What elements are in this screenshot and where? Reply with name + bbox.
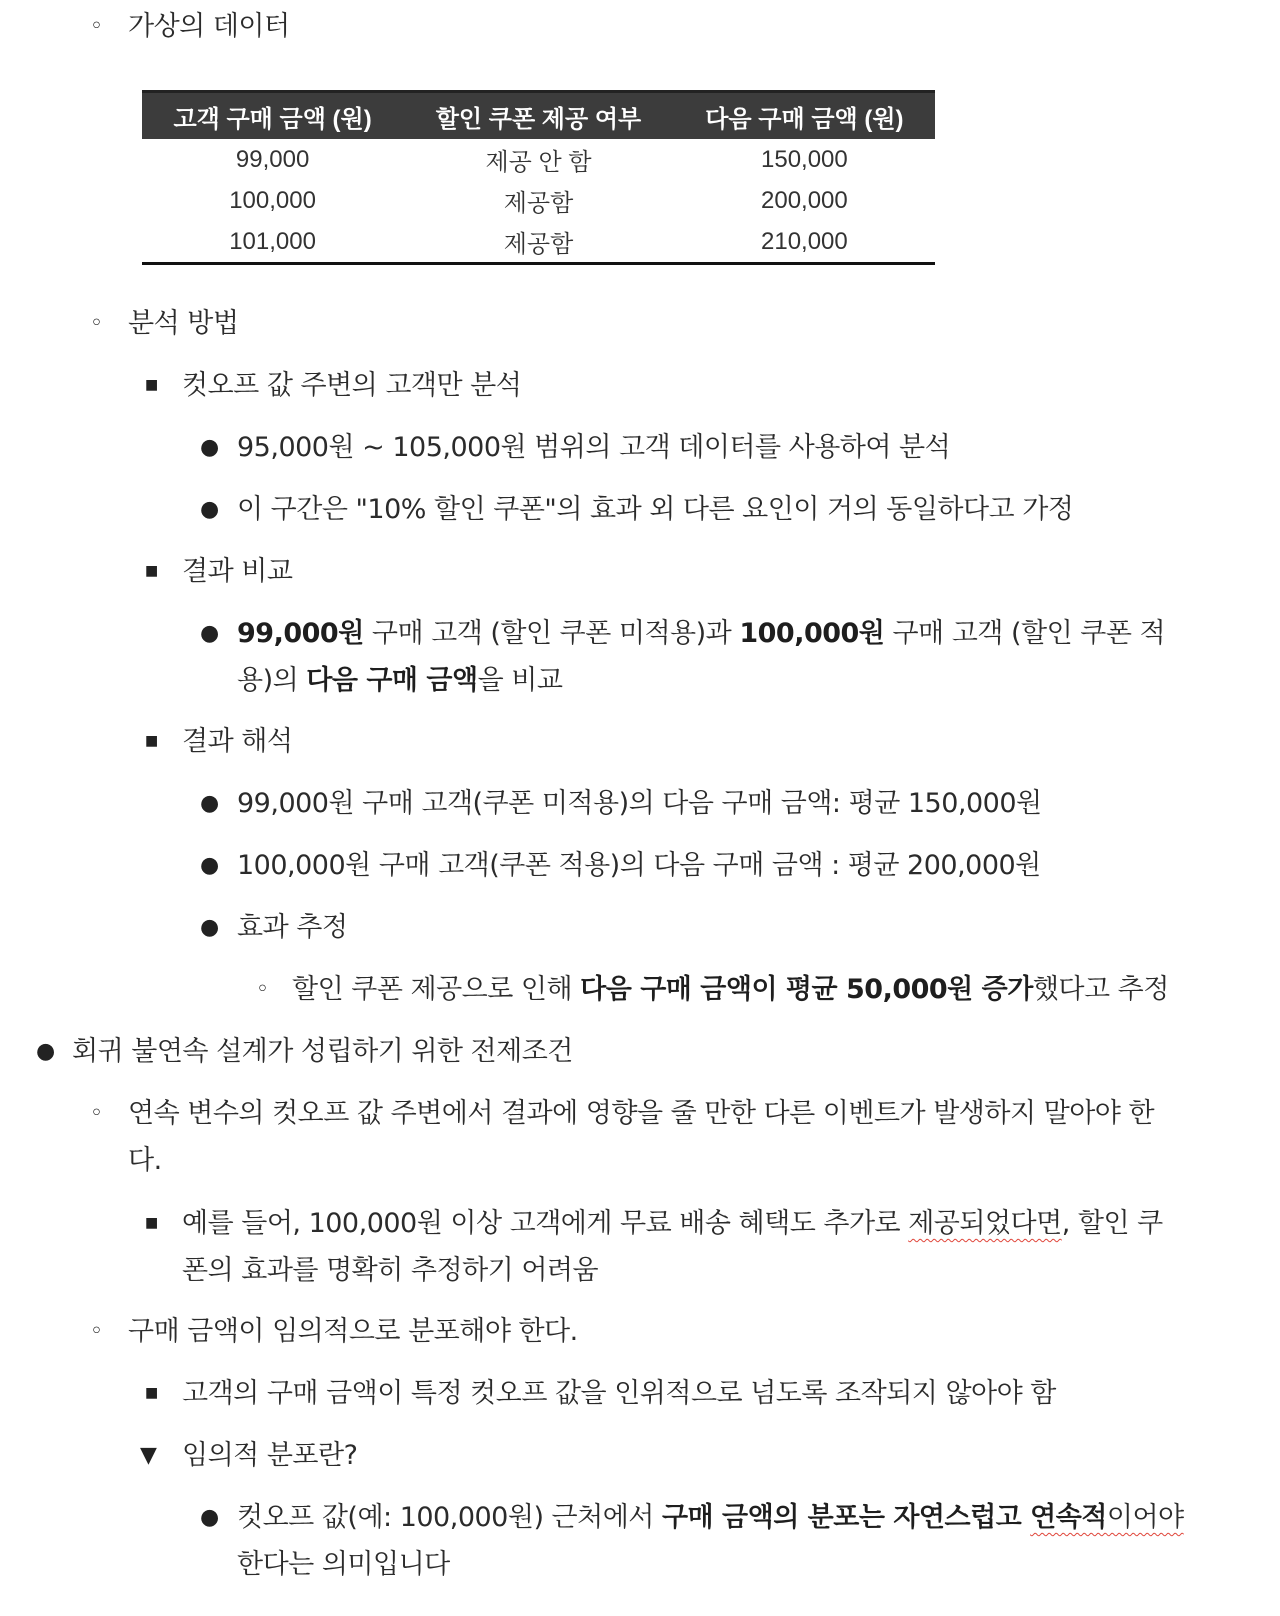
list-item: 결과 비교 bbox=[182, 556, 293, 587]
table-row bbox=[142, 139, 935, 180]
text: 컷오프 값(예: 100,000원) 근처에서 bbox=[237, 1502, 662, 1533]
data-table bbox=[142, 90, 935, 265]
table-header: 다음 구매 금액 (원) bbox=[674, 92, 935, 140]
square-bullet-icon: ■ bbox=[145, 733, 159, 749]
hollow-bullet-icon: ◦ bbox=[90, 1319, 103, 1344]
bullet-icon: ● bbox=[36, 1039, 56, 1064]
list-item bbox=[292, 966, 1169, 1013]
text: , 할인 쿠 bbox=[1061, 1208, 1163, 1239]
square-bullet-icon: ■ bbox=[145, 1215, 159, 1231]
spellcheck-text: 제공되었다면 bbox=[908, 1208, 1062, 1239]
text: 예를 들어, 100,000원 이상 고객에게 무료 배송 혜택도 추가로 bbox=[182, 1208, 909, 1239]
list-item: 결과 해석 bbox=[182, 726, 293, 757]
table-cell: 100,000 bbox=[229, 186, 316, 214]
square-bullet-icon: ■ bbox=[145, 563, 159, 579]
hollow-bullet-icon: ◦ bbox=[90, 1101, 103, 1126]
table-row bbox=[142, 221, 935, 264]
list-item: 컷오프 값 주변의 고객만 분석 bbox=[182, 370, 522, 401]
bullet-icon: ● bbox=[200, 497, 220, 522]
text: 구매 고객 (할인 쿠폰 미적용)과 bbox=[363, 618, 740, 649]
list-item bbox=[182, 1200, 1252, 1294]
bullet-icon: ● bbox=[200, 791, 220, 816]
text: 을 비교 bbox=[477, 665, 563, 696]
table-cell: 제공함 bbox=[403, 221, 674, 264]
list-item: 99,000원 구매 고객(쿠폰 미적용)의 다음 구매 금액: 평균 150,000원 bbox=[237, 788, 1042, 819]
hollow-bullet-icon: ◦ bbox=[90, 14, 103, 39]
table-header: 고객 구매 금액 (원) bbox=[142, 92, 403, 140]
list-item bbox=[237, 610, 1237, 704]
list-item: 100,000원 구매 고객(쿠폰 적용)의 다음 구매 금액 : 평균 200,000원 bbox=[237, 850, 1041, 881]
text: 용)의 bbox=[237, 665, 307, 696]
bold-text: 다음 구매 금액 bbox=[306, 665, 478, 696]
list-item bbox=[237, 1494, 1277, 1588]
text: 한다는 의미입니다 bbox=[237, 1549, 450, 1580]
bold-text: 다음 구매 금액이 평균 50,000원 증가 bbox=[580, 974, 1033, 1005]
list-item: 이 구간은 "10% 할인 쿠폰"의 효과 외 다른 요인이 거의 동일하다고 가정 bbox=[237, 494, 1074, 525]
list-item: 고객의 구매 금액이 특정 컷오프 값을 인위적으로 넘도록 조작되지 않아야 함 bbox=[182, 1378, 1056, 1409]
table-cell: 제공 안 함 bbox=[485, 149, 592, 176]
bold-text: 100,000원 bbox=[739, 618, 885, 649]
list-item: 분석 방법 bbox=[128, 308, 239, 339]
text: 했다고 추정 bbox=[1032, 974, 1169, 1005]
list-item: 구매 금액이 임의적으로 분포해야 한다. bbox=[128, 1316, 578, 1347]
table-row bbox=[142, 180, 935, 221]
bullet-icon: ● bbox=[200, 435, 220, 460]
table-cell: 제공함 bbox=[503, 190, 574, 217]
bullet-icon: ● bbox=[200, 1505, 220, 1530]
text: 구매 고객 (할인 쿠폰 적 bbox=[884, 618, 1166, 649]
text: 다. bbox=[128, 1145, 162, 1176]
bold-text: 99,000원 bbox=[237, 618, 364, 649]
toggle-heading[interactable]: 임의적 분포란? bbox=[182, 1440, 358, 1471]
text: 연속 변수의 컷오프 값 주변에서 결과에 영향을 줄 만한 다른 이벤트가 발생하지 말아야 한 bbox=[128, 1098, 1155, 1129]
bullet-icon: ● bbox=[200, 621, 220, 646]
bullet-icon: ● bbox=[200, 915, 220, 940]
bullet-icon: ● bbox=[200, 853, 220, 878]
table-cell: 99,000 bbox=[235, 145, 310, 173]
toggle-triangle-icon[interactable]: ▼ bbox=[140, 1443, 157, 1468]
table-header: 할인 쿠폰 제공 여부 bbox=[403, 92, 674, 140]
square-bullet-icon: ■ bbox=[145, 377, 159, 393]
square-bullet-icon: ■ bbox=[145, 1385, 159, 1401]
table-header-row bbox=[142, 92, 935, 140]
text: 폰의 효과를 명확히 추정하기 어려움 bbox=[182, 1255, 599, 1286]
list-item: 회귀 불연속 설계가 성립하기 위한 전제조건 bbox=[72, 1036, 573, 1067]
table-cell: 101,000 bbox=[142, 221, 403, 264]
table-cell: 150,000 bbox=[761, 145, 848, 173]
spellcheck-text: 연속적 bbox=[1030, 1502, 1107, 1533]
bold-text: 구매 금액의 분포는 자연스럽고 bbox=[661, 1502, 1031, 1533]
list-item bbox=[128, 1090, 1248, 1184]
text: 할인 쿠폰 제공으로 인해 bbox=[292, 974, 581, 1005]
hollow-bullet-icon: ◦ bbox=[256, 977, 269, 1002]
list-item: 가상의 데이터 bbox=[128, 11, 290, 42]
list-item: 효과 추정 bbox=[237, 912, 348, 943]
table-cell: 210,000 bbox=[674, 221, 935, 264]
list-item: 95,000원 ~ 105,000원 범위의 고객 데이터를 사용하여 분석 bbox=[237, 432, 951, 463]
hollow-bullet-icon: ◦ bbox=[90, 311, 103, 336]
table-cell: 200,000 bbox=[761, 186, 848, 214]
spellcheck-text: 이어야 bbox=[1106, 1502, 1184, 1533]
